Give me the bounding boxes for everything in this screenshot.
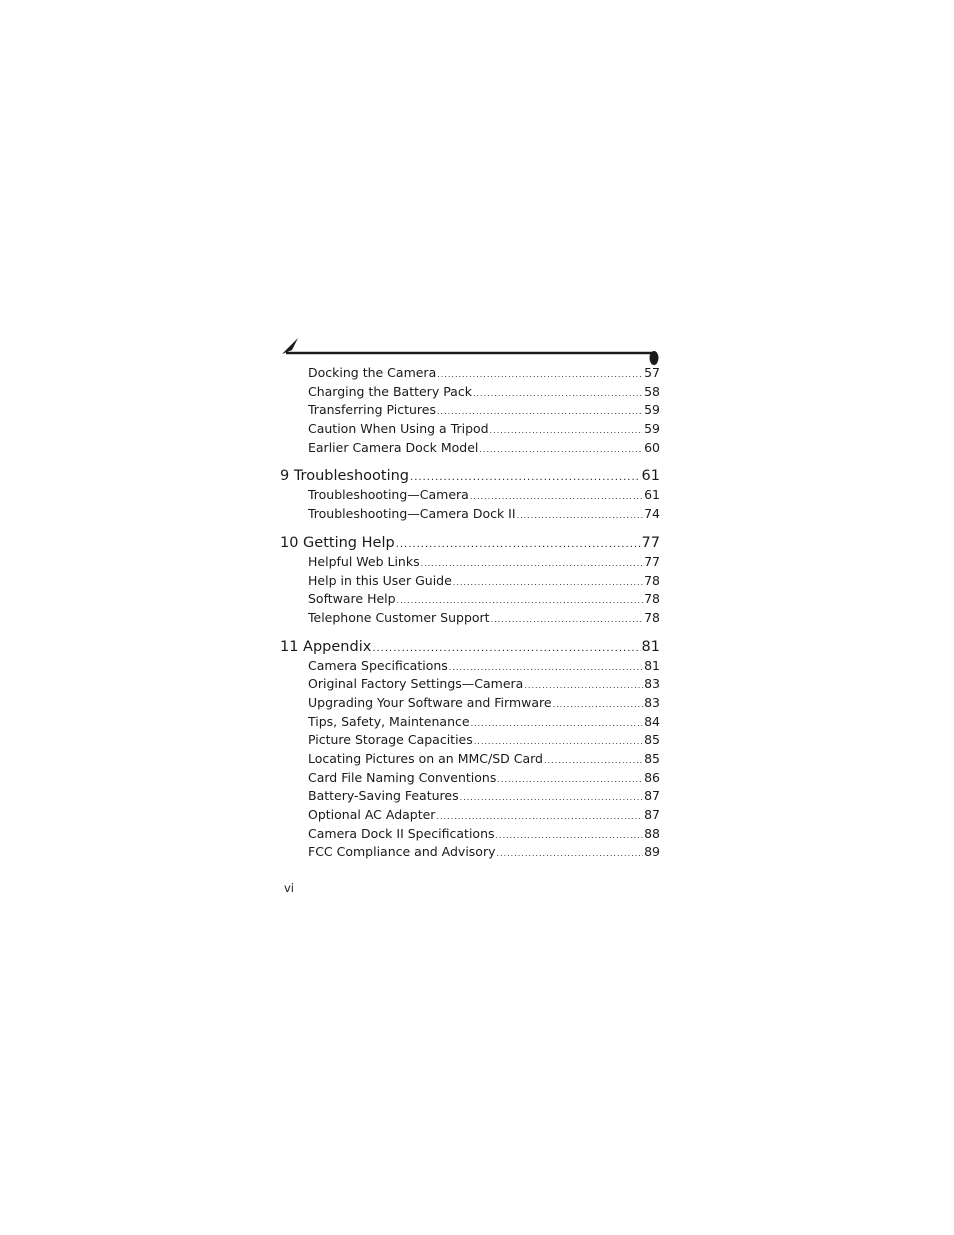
toc-entry-page: 85 (644, 751, 660, 766)
toc-entry-title: Troubleshooting—Camera Dock II (308, 506, 516, 522)
toc-entry-page: 85 (644, 732, 660, 748)
toc-entry[interactable] (280, 657, 660, 676)
toc-entry-title: Charging the Battery Pack (308, 383, 472, 399)
toc-chapter-page: 61 (641, 468, 660, 485)
toc-entry[interactable] (280, 420, 660, 439)
toc-entry-title: Docking the Camera (308, 365, 437, 380)
toc-entry-title: FCC Compliance and Advisory (308, 844, 496, 860)
toc-entry[interactable] (280, 825, 660, 844)
toc-entry-page: 84 (644, 713, 660, 729)
toc-entry-title: Troubleshooting—Camera (308, 487, 469, 503)
toc-entry[interactable] (280, 787, 660, 806)
toc-entry-title: Telephone Customer Support (308, 609, 490, 625)
dot-leader (497, 771, 643, 790)
dot-leader (421, 555, 643, 574)
toc-entry-page: 77 (644, 553, 660, 569)
toc-entry-page: 59 (644, 421, 660, 437)
toc-entry[interactable] (280, 769, 660, 788)
toc-entry-title: Optional AC Adapter (308, 807, 436, 823)
dot-leader (473, 385, 643, 404)
dot-leader (517, 507, 644, 526)
toc-chapter-title: 11 Appendix (280, 638, 372, 655)
toc-entry[interactable] (280, 364, 660, 383)
toc-entry-page: 81 (644, 657, 660, 673)
toc-entry-title: Picture Storage Capacities (308, 732, 473, 748)
toc-entry[interactable] (280, 590, 660, 609)
toc-entry-title: Original Factory Settings—Camera (308, 676, 524, 692)
toc-chapter-page: 77 (641, 534, 660, 551)
toc-entry-page: 87 (644, 788, 660, 804)
dot-leader (490, 422, 643, 441)
toc-entry-title: Software Help (308, 591, 396, 607)
toc-entry[interactable] (280, 609, 660, 628)
dot-leader (471, 715, 644, 734)
toc-entry[interactable] (280, 750, 660, 769)
toc-entry-page: 74 (644, 506, 660, 522)
toc-chapter-troubleshooting[interactable] (280, 466, 660, 486)
toc-entry[interactable] (280, 731, 660, 750)
toc-entry-title: Earlier Camera Dock Model (308, 439, 479, 455)
toc-entry-title: Help in this User Guide (308, 572, 452, 588)
toc-entry[interactable] (280, 486, 660, 505)
toc-entry-page: 89 (644, 844, 660, 860)
dot-leader (396, 535, 641, 555)
toc-chapter-getting-help[interactable] (280, 533, 660, 553)
dot-leader (544, 752, 643, 771)
toc-chapter-page: 81 (641, 638, 660, 655)
toc-entry-page: 78 (644, 572, 660, 588)
dot-leader (496, 827, 644, 846)
toc-entry-page: 78 (644, 591, 660, 607)
toc-entry[interactable] (280, 439, 660, 458)
dot-leader (553, 696, 644, 715)
toc-intro-section (280, 364, 660, 457)
toc-entry-page: 59 (644, 402, 660, 418)
toc-entry-title: Locating Pictures on an MMC/SD Card (308, 751, 543, 766)
toc-entry-page: 78 (644, 609, 660, 625)
toc-entry[interactable] (280, 572, 660, 591)
toc-entry[interactable] (280, 553, 660, 572)
toc-entry[interactable] (280, 806, 660, 825)
toc-entry[interactable] (280, 843, 660, 862)
dot-leader (479, 441, 643, 460)
toc-entry-title: Caution When Using a Tripod (308, 421, 489, 437)
toc-entry-title: Card File Naming Conventions (308, 769, 497, 785)
toc-entry-page: 87 (644, 807, 660, 823)
toc-entry[interactable] (280, 713, 660, 732)
dot-leader (497, 845, 644, 864)
toc-chapter-title: 9 Troubleshooting (280, 468, 410, 485)
toc-entry-page: 83 (644, 694, 660, 710)
toc-chapter-appendix[interactable] (280, 637, 660, 657)
dot-leader (460, 789, 643, 808)
page-number: vi (284, 881, 295, 895)
toc-chapter-title: 10 Getting Help (280, 534, 395, 551)
dot-leader (410, 468, 641, 488)
dot-leader (491, 611, 644, 630)
toc-entry-title: Camera Dock II Specifications (308, 825, 495, 841)
toc-entry-page: 60 (644, 439, 660, 455)
toc-entry-page: 88 (644, 825, 660, 841)
toc-entry[interactable] (280, 675, 660, 694)
dot-leader (372, 639, 640, 659)
toc-entry-page: 61 (644, 487, 660, 503)
toc-entry-title: Transferring Pictures (308, 402, 436, 418)
toc-entry[interactable] (280, 505, 660, 524)
toc-entry-title: Tips, Safety, Maintenance (308, 713, 470, 729)
toc-entry-page: 58 (644, 383, 660, 399)
table-of-contents (280, 364, 660, 862)
toc-entry[interactable] (280, 383, 660, 402)
toc-entry-title: Helpful Web Links (308, 553, 420, 569)
toc-entry[interactable] (280, 401, 660, 420)
toc-entry-title: Upgrading Your Software and Firmware (308, 694, 552, 710)
toc-entry-title: Battery-Saving Features (308, 788, 459, 804)
toc-entry-page: 57 (644, 365, 660, 380)
dot-leader (453, 574, 643, 593)
toc-entry-page: 83 (644, 676, 660, 692)
toc-entry-page: 86 (644, 769, 660, 785)
toc-entry[interactable] (280, 694, 660, 713)
toc-entry-title: Camera Specifications (308, 657, 448, 673)
header-rule-ornament (280, 336, 664, 366)
